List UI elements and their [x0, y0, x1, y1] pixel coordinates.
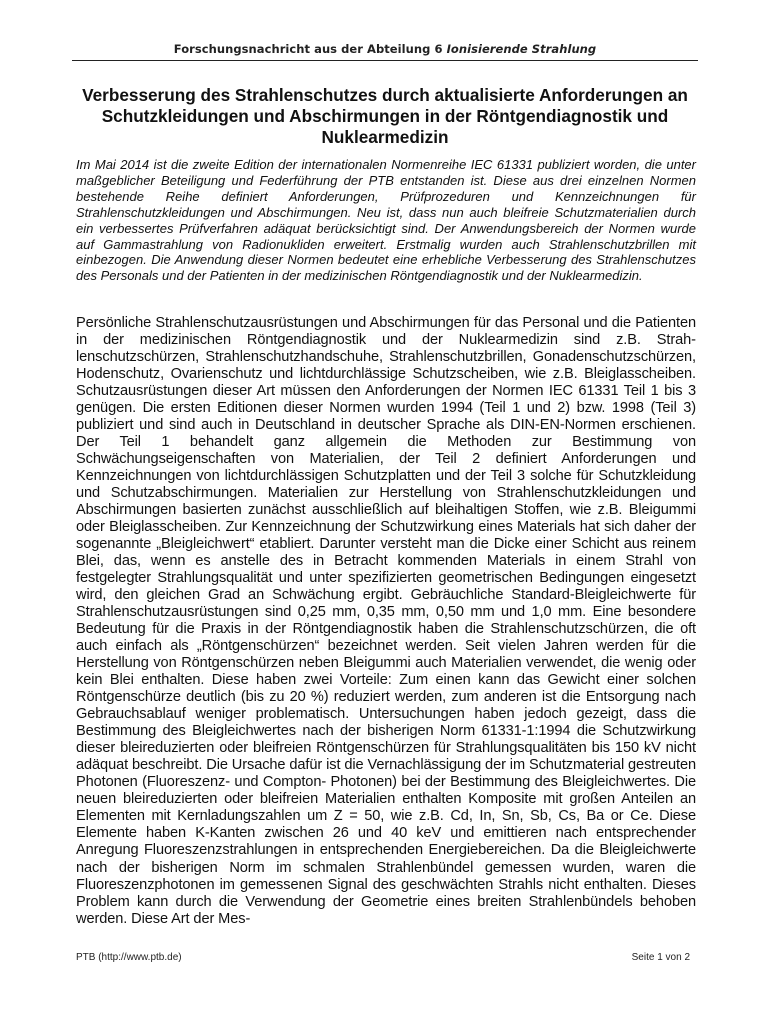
article-abstract: Im Mai 2014 ist die zweite Edition der internationalen Normenreihe IEC 61331 publiziert worden, die unter maßgeblicher Beteiligung und Federführung der PTB entstanden ist. Diese aus drei einzelnen Normen bestehende Reihe definiert Anforderungen, Prüfprozeduren und Kennzeichnungen für Strahlenschutzkleidungen und Abschirmungen. Neu ist, dass nun auch bleifreie Schutzmaterialien durch ein verbessertes Prüfverfahren adäquat berücksichtigt sind. Der Anwendungsbereich der Normen wurde auf Gammastrahlung von Radionukliden erweitert. Erstmalig wurden auch Strahlenschutzbrillen mit einbezogen. Die Anwendung dieser Normen bedeutet eine erhebliche Verbesserung des Strahlenschutzes des Personals und der Patienten in der medizinischen Röntgendiagnostik und der Nuklearmedizin. [76, 157, 696, 284]
running-header-department: Ionisierende Strahlung [446, 42, 597, 56]
footer-source: PTB (http://www.ptb.de) [76, 952, 182, 963]
running-header-prefix: Forschungsnachricht aus der Abteilung 6 [173, 42, 447, 56]
footer-page-number: Seite 1 von 2 [631, 952, 690, 963]
article-title: Verbesserung des Strahlenschutzes durch aktualisierte Anforderungen an Schutzkleidungen und Abschirmungen in der Röntgendiagnostik und Nuklearmedizin [82, 85, 688, 147]
header-divider [72, 60, 698, 61]
article-body: Persönliche Strahlenschutzausrüstungen und Abschirmungen für das Personal und die Patienten in der medizinischen Röntgendiagnostik und der Nuklearmedizin sind z.B. Strahlenschutzschürzen, Strahlenschutzhandschuhe, Strahlenschutzbrillen, Gonadenschutzschürzen, Hodenschutz, Ovarienschutz und lichtdurchlässige Schutzscheiben, wie z.B. Bleiglasscheiben. Schutzausrüstungen dieser Art müssen den Anforderungen der Normen IEC 61331 Teil 1 bis 3 genügen. Die ersten Editionen dieser Normen wurden 1994 (Teil 1 und 2) bzw. 1998 (Teil 3) publiziert und sind auch in Deutschland in deutscher Sprache als DIN-EN-Normen erschienen. Der Teil 1 behandelt ganz allgemein die Methoden zur Bestimmung von Schwächungseigenschaften von Materialien, der Teil 2 definiert Anforderungen und Kennzeichnungen von lichtdurchlässigen Schutzplatten und der Teil 3 solche für Schutzkleidung und Schutzabschirmungen. Materialien zur Herstellung von Strahlenschutzkleidungen und Abschirmungen basierten zunächst ausschließlich auf bleihaltigen Stoffen, wie z.B. Bleigummi oder Bleiglasscheiben. Zur Kennzeichnung der Schutzwirkung eines Materials hat sich daher der sogenannte „Bleigleichwert“ etabliert. Darunter versteht man die Dicke einer Schicht aus reinem Blei, das, wenn es anstelle des in Betracht kommenden Materials in einem Strahl von festgelegter Strahlungsqualität und unter spezifizierten geometrischen Bedingungen eingesetzt wird, den gleichen Grad an Schwächung ergibt. Gebräuchliche Standard-Bleigleichwerte für Strahlenschutzausrüstungen sind 0,25 mm, 0,35 mm, 0,50 mm und 1,0 mm. Eine besondere Bedeutung für die Praxis in der Röntgendiagnostik haben die Strahlenschutzschürzen, die oft auch einfach als „Röntgenschürzen“ bezeichnet werden. Seit vielen Jahren werden für die Herstellung von Röntgenschürzen neben Bleigummi auch Materialien verwendet, die wenig oder kein Blei enthalten. Diese haben zwei Vorteile: Zum einen kann das Gewicht einer solchen Röntgenschürze deutlich (bis zu 20 %) reduziert werden, zum anderen ist die Entsorgung nach Gebrauchsablauf weniger problematisch. Untersuchungen haben jedoch gezeigt, dass die Bestimmung des Bleigleichwertes nach der bisherigen Norm 61331-1:1994 die Schutzwirkung dieser bleireduzierten oder bleifreien Röntgenschürzen für Strahlungsqualitäten bis 150 kV nicht adäquat beschreibt. Die Ursache dafür ist die Vernachlässigung der im Schutzmaterial gestreuten Photonen (Fluoreszenz- und Compton- Photonen) bei der Bestimmung des Bleigleichwertes. Die neuen bleireduzierten oder bleifreien Materialien enthalten Komposite mit großen Anteilen an Elementen mit Kernladungszahlen um Z = 50, wie z.B. Cd, In, Sn, Sb, Cs, Ba or Ce. Diese Elemente haben K-Kanten zwischen 26 und 40 keV und emittieren nach entsprechender Anregung Fluoreszenzstrahlungen in entsprechenden Energiebereichen. Da die Bleigleichwerte nach der bisherigen Norm im schmalen Strahlenbündel gemessen wurden, waren die Fluoreszenzphotonen im gemessenen Signal des geschwächten Strahls nicht enthalten. Dieses Problem kann durch die Verwendung der Geometrie eines breiten Strahlenbündels behoben werden. Diese Art der Mes- [76, 315, 696, 927]
running-header [72, 42, 698, 56]
